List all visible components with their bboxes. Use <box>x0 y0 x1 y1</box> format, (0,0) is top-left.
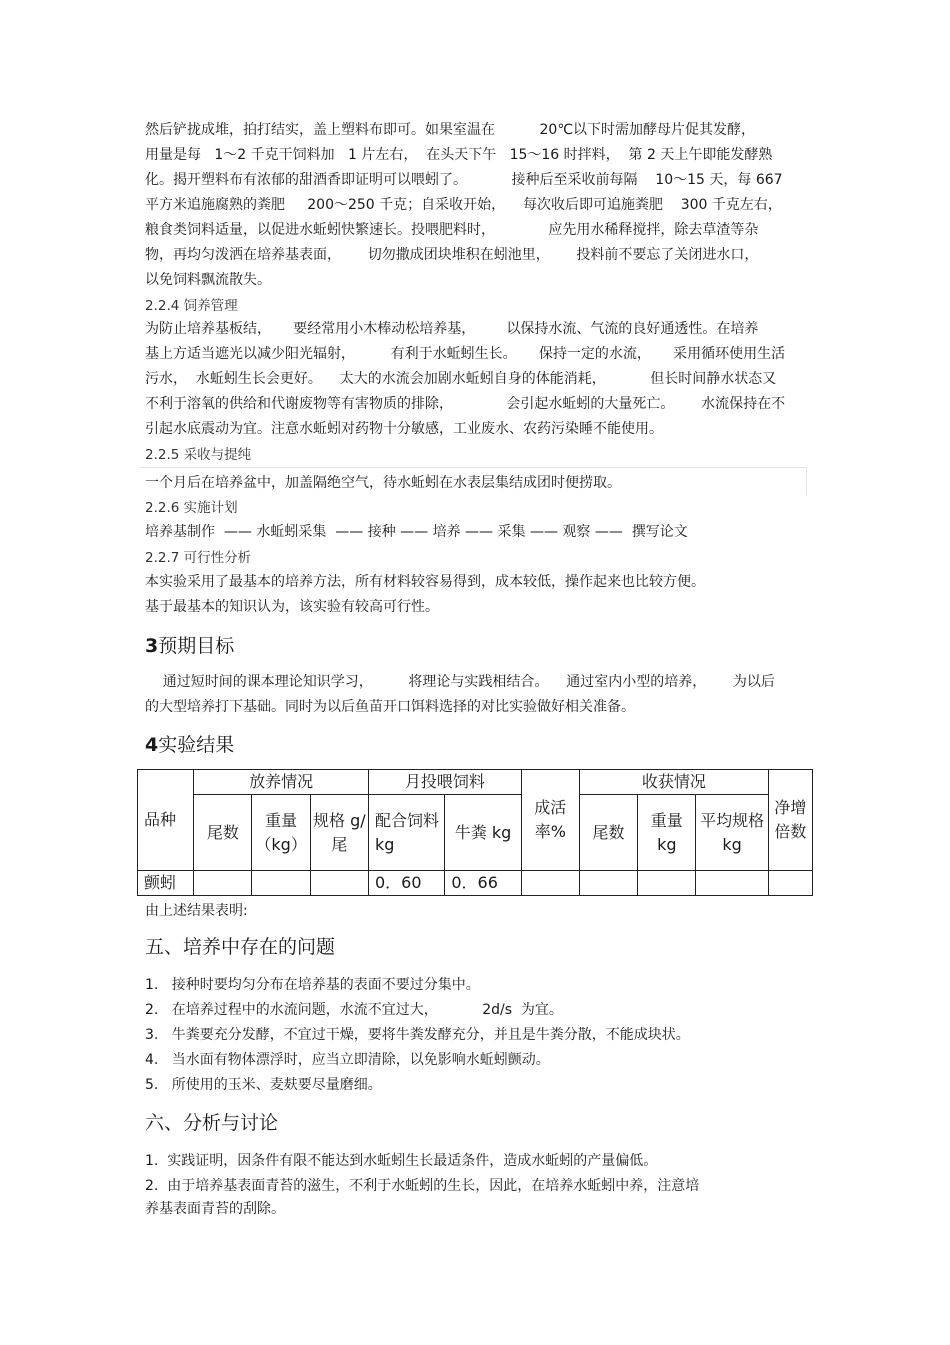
header-stocking: 放养情况 <box>194 770 369 795</box>
paragraph-line: 以免饲料飘流散失。 <box>145 272 271 288</box>
cell-variety: 颤蚓 <box>138 871 194 896</box>
paragraph-line: 化。揭开塑料布有浓郁的甜酒香即证明可以喂蚓了。 接种后至采收前每隔 10～15 天，每 667 <box>145 172 783 188</box>
list-item: 3. 牛粪要充分发酵，不宜过干燥，要将牛粪发酵充分，并且是牛粪分散，不能成块状。 <box>145 1027 690 1043</box>
header-spec: 规格 g/ 尾 <box>310 795 368 871</box>
header-feed: 月投喂饲料 <box>369 770 522 795</box>
paragraph-line: 引起水底震动为宜。注意水蚯蚓对药物十分敏感，工业废水、农药污染睡不能使用。 <box>145 421 663 437</box>
cell-count <box>194 871 252 896</box>
header-compound-feed: 配合饲料 kg <box>369 795 445 871</box>
paragraph-line: 物，再均匀泼洒在培养基表面， 切勿撒成团块堆积在蚓池里， 投料前不要忘了关闭进水口， <box>145 247 759 263</box>
list-item: 5. 所使用的玉米、麦麸要尽量磨细。 <box>145 1077 382 1093</box>
paragraph-line: 2. 由于培养基表面青苔的滋生，不利于水蚯蚓的生长，因此，在培养水蚯蚓中养，注意培 <box>145 1178 700 1194</box>
header-harvest-count: 尾数 <box>579 795 637 871</box>
cell-weight <box>252 871 310 896</box>
cell-net-increase <box>768 871 812 896</box>
header-harvest-weight: 重量 kg <box>638 795 696 871</box>
cell-cow-dung: 0．66 <box>445 871 521 896</box>
header-net-increase: 净增倍数 <box>768 770 812 871</box>
header-variety: 品种 <box>138 770 194 871</box>
header-count: 尾数 <box>194 795 252 871</box>
paragraph-line: 的大型培养打下基础。同时为以后鱼苗开口饵料选择的对比实验做好相关准备。 <box>145 699 635 715</box>
section-title: 4实验结果 <box>145 734 235 756</box>
section-title: 3预期目标 <box>145 635 235 657</box>
paragraph-line: 为防止培养基板结， 要经常用小木棒动松培养基， 以保持水流、气流的良好通透性。在培养 <box>145 321 759 337</box>
section-title: 五、培养中存在的问题 <box>145 936 336 958</box>
header-survival: 成活率% <box>521 770 579 871</box>
paragraph-line: 不利于溶氧的供给和代谢废物等有害物质的排除， 会引起水蚯蚓的大量死亡。 水流保持在不 <box>145 396 786 412</box>
list-item: 2. 在培养过程中的水流问题，水流不宜过大， 2d/s 为宜。 <box>145 1002 563 1018</box>
list-item: 4. 当水面有物体漂浮时，应当立即清除，以免影响水蚯蚓颤动。 <box>145 1052 550 1068</box>
paragraph-line: 基上方适当遮光以减少阳光辐射， 有利于水蚯蚓生长。 保持一定的水流， 采用循环使用生活 <box>145 346 786 362</box>
header-weight: 重量（kg） <box>252 795 310 871</box>
header-harvest: 收获情况 <box>579 770 768 795</box>
cell-compound-feed: 0．60 <box>369 871 445 896</box>
cell-survival <box>521 871 579 896</box>
section-heading: 2.2.7 可行性分析 <box>145 550 252 566</box>
paragraph-line: 1. 实践证明，因条件有限不能达到水蚯蚓生长最适条件，造成水蚯蚓的产量偏低。 <box>145 1153 658 1169</box>
header-cow-dung: 牛粪 kg <box>445 795 521 871</box>
cell-harvest-avg <box>696 871 768 896</box>
cell-harvest-weight <box>638 871 696 896</box>
list-item: 1. 接种时要均匀分布在培养基的表面不要过分集中。 <box>145 977 480 993</box>
section-title: 六、分析与讨论 <box>145 1112 279 1134</box>
plan-flow: 培养基制作 —— 水蚯蚓采集 —— 接种 —— 培养 —— 采集 —— 观察 —— 撰写论文 <box>145 524 688 540</box>
paragraph-line: 通过短时间的课本理论知识学习， 将理论与实践相结合。 通过室内小型的培养， 为以后 <box>145 674 775 690</box>
paragraph-line: 污水， 水蚯蚓生长会更好。 太大的水流会加剧水蚯蚓自身的体能消耗， 但长时间静水状态又 <box>145 371 777 387</box>
results-note: 由上述结果表明: <box>145 903 248 919</box>
paragraph-line: 一个月后在培养盆中，加盖隔绝空气，待水蚯蚓在水表层集结成团时便捞取。 <box>145 475 621 491</box>
results-table <box>137 769 813 896</box>
paragraph-line: 平方米追施腐熟的粪肥 200～250 千克；自采收开始， 每次收后即可追施粪肥 300 千克左右， <box>145 197 782 213</box>
paragraph-line: 本实验采用了最基本的培养方法，所有材料较容易得到，成本较低，操作起来也比较方便。 <box>145 574 705 590</box>
section-heading: 2.2.4 饲养管理 <box>145 298 238 314</box>
header-harvest-avg: 平均规格 kg <box>696 795 768 871</box>
cell-spec <box>310 871 368 896</box>
paragraph-line: 养基表面青苔的刮除。 <box>145 1201 285 1217</box>
paragraph-line: 基于最基本的知识认为，该实验有较高可行性。 <box>145 599 439 615</box>
paragraph-line: 用量是每 1～2 千克干饲料加 1 片左右， 在头天下午 15～16 时拌料， 第 2 天上午即能发酵熟 <box>145 147 773 163</box>
paragraph-line: 粮食类饲料适量，以促进水蚯蚓快繁速长。投喂肥料时， 应先用水稀释搅拌，除去草渣等杂 <box>145 222 759 238</box>
section-heading: 2.2.6 实施计划 <box>145 500 238 516</box>
paragraph-line: 然后铲拢成堆，拍打结实，盖上塑料布即可。如果室温在 20℃以下时需加酵母片促其发酵， <box>145 122 756 138</box>
section-heading: 2.2.5 采收与提纯 <box>145 447 252 463</box>
cell-harvest-count <box>579 871 637 896</box>
